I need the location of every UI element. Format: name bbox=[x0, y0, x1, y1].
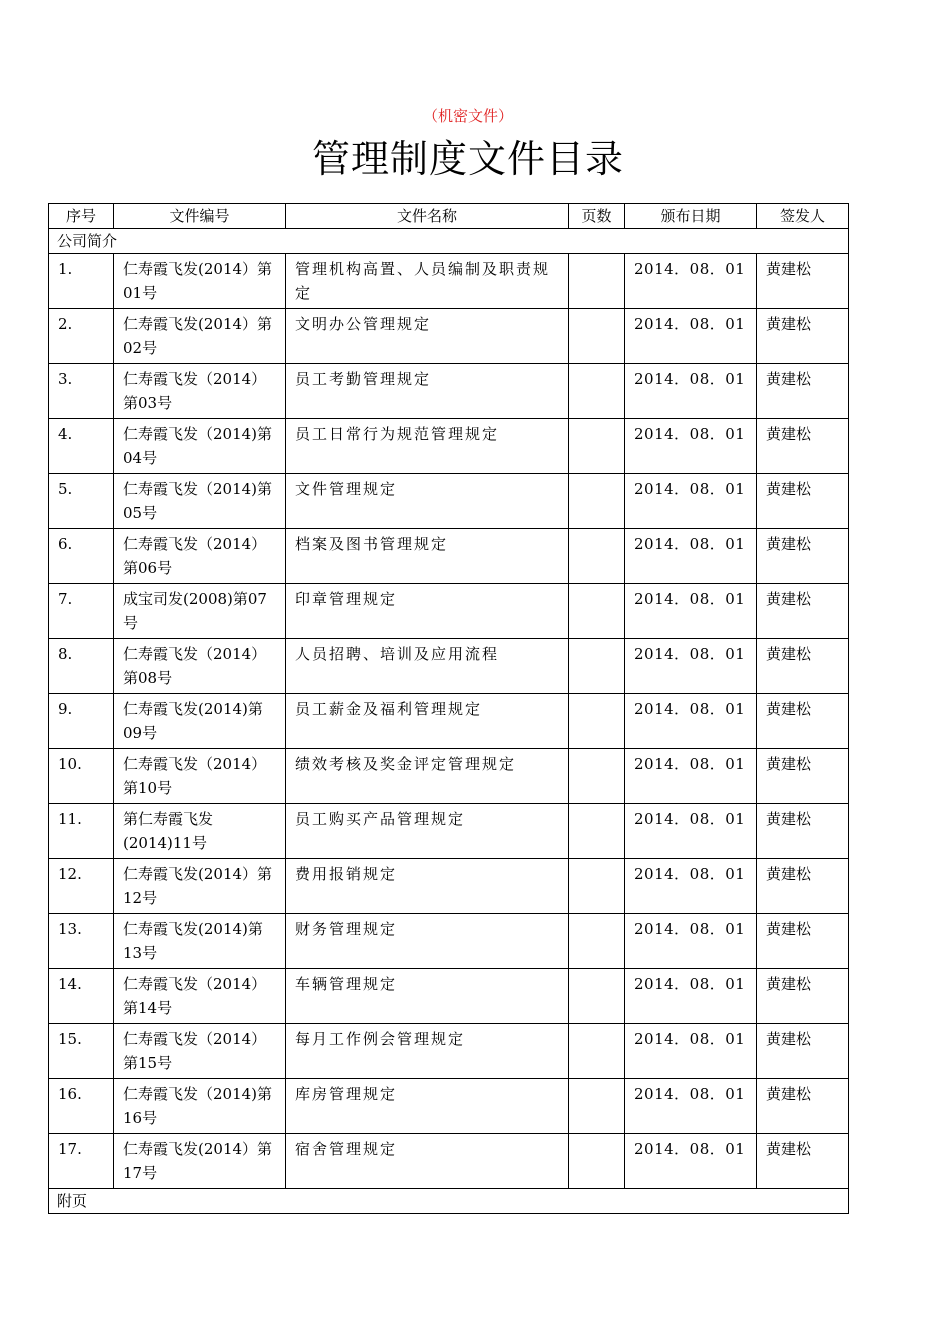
cell-no: 14. bbox=[49, 969, 114, 1024]
cell-code: 仁寿霞飞发(2014)第09号 bbox=[114, 694, 286, 749]
cell-no: 4. bbox=[49, 419, 114, 474]
cell-code: 仁寿霞飞发(2014）第02号 bbox=[114, 309, 286, 364]
cell-code: 仁寿霞飞发(2014）第12号 bbox=[114, 859, 286, 914]
cell-code: 仁寿霞飞发（2014）第06号 bbox=[114, 529, 286, 584]
cell-name: 文件管理规定 bbox=[286, 474, 569, 529]
cell-signer: 黄建松 bbox=[757, 1079, 849, 1134]
cell-code: 仁寿霞飞发(2014)第13号 bbox=[114, 914, 286, 969]
cell-no: 7. bbox=[49, 584, 114, 639]
cell-no: 10. bbox=[49, 749, 114, 804]
cell-signer: 黄建松 bbox=[757, 529, 849, 584]
cell-date: 2014．08．01 bbox=[625, 254, 757, 309]
cell-pages bbox=[569, 1134, 625, 1189]
cell-date: 2014．08．01 bbox=[625, 859, 757, 914]
confidential-label: （机密文件） bbox=[422, 107, 513, 125]
cell-pages bbox=[569, 364, 625, 419]
cell-name: 财务管理规定 bbox=[286, 914, 569, 969]
cell-code: 仁寿霞飞发（2014)第04号 bbox=[114, 419, 286, 474]
cell-signer: 黄建松 bbox=[757, 254, 849, 309]
header-code: 文件编号 bbox=[114, 204, 286, 229]
cell-name: 员工考勤管理规定 bbox=[286, 364, 569, 419]
cell-date: 2014．08．01 bbox=[625, 639, 757, 694]
cell-pages bbox=[569, 1079, 625, 1134]
cell-name: 员工日常行为规范管理规定 bbox=[286, 419, 569, 474]
cell-no: 9. bbox=[49, 694, 114, 749]
table-row bbox=[49, 749, 849, 804]
cell-date: 2014．08．01 bbox=[625, 419, 757, 474]
table-row bbox=[49, 529, 849, 584]
cell-pages bbox=[569, 1024, 625, 1079]
table-row bbox=[49, 1079, 849, 1134]
table-row bbox=[49, 804, 849, 859]
cell-date: 2014．08．01 bbox=[625, 1079, 757, 1134]
cell-code: 第仁寿霞飞发(2014)11号 bbox=[114, 804, 286, 859]
cell-name: 员工购买产品管理规定 bbox=[286, 804, 569, 859]
table-row bbox=[49, 309, 849, 364]
cell-code: 仁寿霞飞发（2014)第05号 bbox=[114, 474, 286, 529]
cell-no: 16. bbox=[49, 1079, 114, 1134]
cell-no: 5. bbox=[49, 474, 114, 529]
cell-name: 档案及图书管理规定 bbox=[286, 529, 569, 584]
cell-no: 13. bbox=[49, 914, 114, 969]
cell-pages bbox=[569, 584, 625, 639]
cell-code: 仁寿霞飞发（2014)第16号 bbox=[114, 1079, 286, 1134]
header-no: 序号 bbox=[49, 204, 114, 229]
header-name: 文件名称 bbox=[286, 204, 569, 229]
cell-signer: 黄建松 bbox=[757, 364, 849, 419]
cell-code: 仁寿霞飞发（2014）第15号 bbox=[114, 1024, 286, 1079]
header-signer: 签发人 bbox=[757, 204, 849, 229]
document-index-table bbox=[48, 203, 849, 1214]
cell-name: 人员招聘、培训及应用流程 bbox=[286, 639, 569, 694]
table-row bbox=[49, 419, 849, 474]
table-row bbox=[49, 694, 849, 749]
table-row bbox=[49, 584, 849, 639]
cell-no: 8. bbox=[49, 639, 114, 694]
cell-pages bbox=[569, 969, 625, 1024]
cell-name: 费用报销规定 bbox=[286, 859, 569, 914]
section-company-intro: 公司简介 bbox=[49, 229, 849, 254]
cell-code: 成宝司发(2008)第07号 bbox=[114, 584, 286, 639]
cell-date: 2014．08．01 bbox=[625, 1024, 757, 1079]
cell-signer: 黄建松 bbox=[757, 309, 849, 364]
cell-no: 1. bbox=[49, 254, 114, 309]
cell-name: 库房管理规定 bbox=[286, 1079, 569, 1134]
cell-no: 2. bbox=[49, 309, 114, 364]
cell-code: 仁寿霞飞发（2014）第10号 bbox=[114, 749, 286, 804]
cell-name: 印章管理规定 bbox=[286, 584, 569, 639]
cell-name: 员工薪金及福利管理规定 bbox=[286, 694, 569, 749]
cell-name: 文明办公管理规定 bbox=[286, 309, 569, 364]
cell-pages bbox=[569, 639, 625, 694]
table-row bbox=[49, 1024, 849, 1079]
cell-signer: 黄建松 bbox=[757, 1024, 849, 1079]
cell-no: 11. bbox=[49, 804, 114, 859]
cell-date: 2014．08．01 bbox=[625, 529, 757, 584]
cell-pages bbox=[569, 419, 625, 474]
cell-signer: 黄建松 bbox=[757, 914, 849, 969]
cell-date: 2014．08．01 bbox=[625, 694, 757, 749]
cell-date: 2014．08．01 bbox=[625, 914, 757, 969]
cell-signer: 黄建松 bbox=[757, 474, 849, 529]
table-row bbox=[49, 364, 849, 419]
table-row bbox=[49, 1134, 849, 1189]
page-title: 管理制度文件目录 bbox=[311, 137, 624, 181]
cell-no: 3. bbox=[49, 364, 114, 419]
cell-date: 2014．08．01 bbox=[625, 474, 757, 529]
cell-date: 2014．08．01 bbox=[625, 364, 757, 419]
cell-signer: 黄建松 bbox=[757, 804, 849, 859]
cell-signer: 黄建松 bbox=[757, 694, 849, 749]
section-appendix: 附页 bbox=[49, 1189, 849, 1214]
header-date: 颁布日期 bbox=[625, 204, 757, 229]
cell-date: 2014．08．01 bbox=[625, 749, 757, 804]
cell-code: 仁寿霞飞发（2014）第08号 bbox=[114, 639, 286, 694]
cell-code: 仁寿霞飞发(2014）第17号 bbox=[114, 1134, 286, 1189]
cell-pages bbox=[569, 804, 625, 859]
cell-no: 15. bbox=[49, 1024, 114, 1079]
cell-pages bbox=[569, 749, 625, 804]
cell-pages bbox=[569, 694, 625, 749]
cell-date: 2014．08．01 bbox=[625, 969, 757, 1024]
cell-signer: 黄建松 bbox=[757, 969, 849, 1024]
cell-pages bbox=[569, 859, 625, 914]
section-row-appendix bbox=[49, 1189, 849, 1214]
table-header-row bbox=[49, 204, 849, 229]
cell-signer: 黄建松 bbox=[757, 749, 849, 804]
cell-date: 2014．08．01 bbox=[625, 584, 757, 639]
cell-code: 仁寿霞飞发（2014）第03号 bbox=[114, 364, 286, 419]
cell-no: 17. bbox=[49, 1134, 114, 1189]
cell-date: 2014．08．01 bbox=[625, 804, 757, 859]
cell-name: 管理机构高置、人员编制及职责规定 bbox=[286, 254, 569, 309]
cell-name: 每月工作例会管理规定 bbox=[286, 1024, 569, 1079]
cell-no: 6. bbox=[49, 529, 114, 584]
cell-name: 绩效考核及奖金评定管理规定 bbox=[286, 749, 569, 804]
cell-pages bbox=[569, 474, 625, 529]
cell-pages bbox=[569, 254, 625, 309]
cell-signer: 黄建松 bbox=[757, 584, 849, 639]
cell-name: 宿舍管理规定 bbox=[286, 1134, 569, 1189]
cell-date: 2014．08．01 bbox=[625, 1134, 757, 1189]
header-pages: 页数 bbox=[569, 204, 625, 229]
table-row bbox=[49, 859, 849, 914]
cell-no: 12. bbox=[49, 859, 114, 914]
table-row bbox=[49, 914, 849, 969]
table-row bbox=[49, 969, 849, 1024]
table-row bbox=[49, 254, 849, 309]
cell-signer: 黄建松 bbox=[757, 639, 849, 694]
cell-pages bbox=[569, 309, 625, 364]
table-row bbox=[49, 474, 849, 529]
cell-name: 车辆管理规定 bbox=[286, 969, 569, 1024]
cell-date: 2014．08．01 bbox=[625, 309, 757, 364]
cell-signer: 黄建松 bbox=[757, 419, 849, 474]
cell-signer: 黄建松 bbox=[757, 859, 849, 914]
cell-pages bbox=[569, 914, 625, 969]
cell-pages bbox=[569, 529, 625, 584]
section-row-company-intro bbox=[49, 229, 849, 254]
cell-code: 仁寿霞飞发(2014）第01号 bbox=[114, 254, 286, 309]
table-row bbox=[49, 639, 849, 694]
cell-signer: 黄建松 bbox=[757, 1134, 849, 1189]
cell-code: 仁寿霞飞发（2014）第14号 bbox=[114, 969, 286, 1024]
